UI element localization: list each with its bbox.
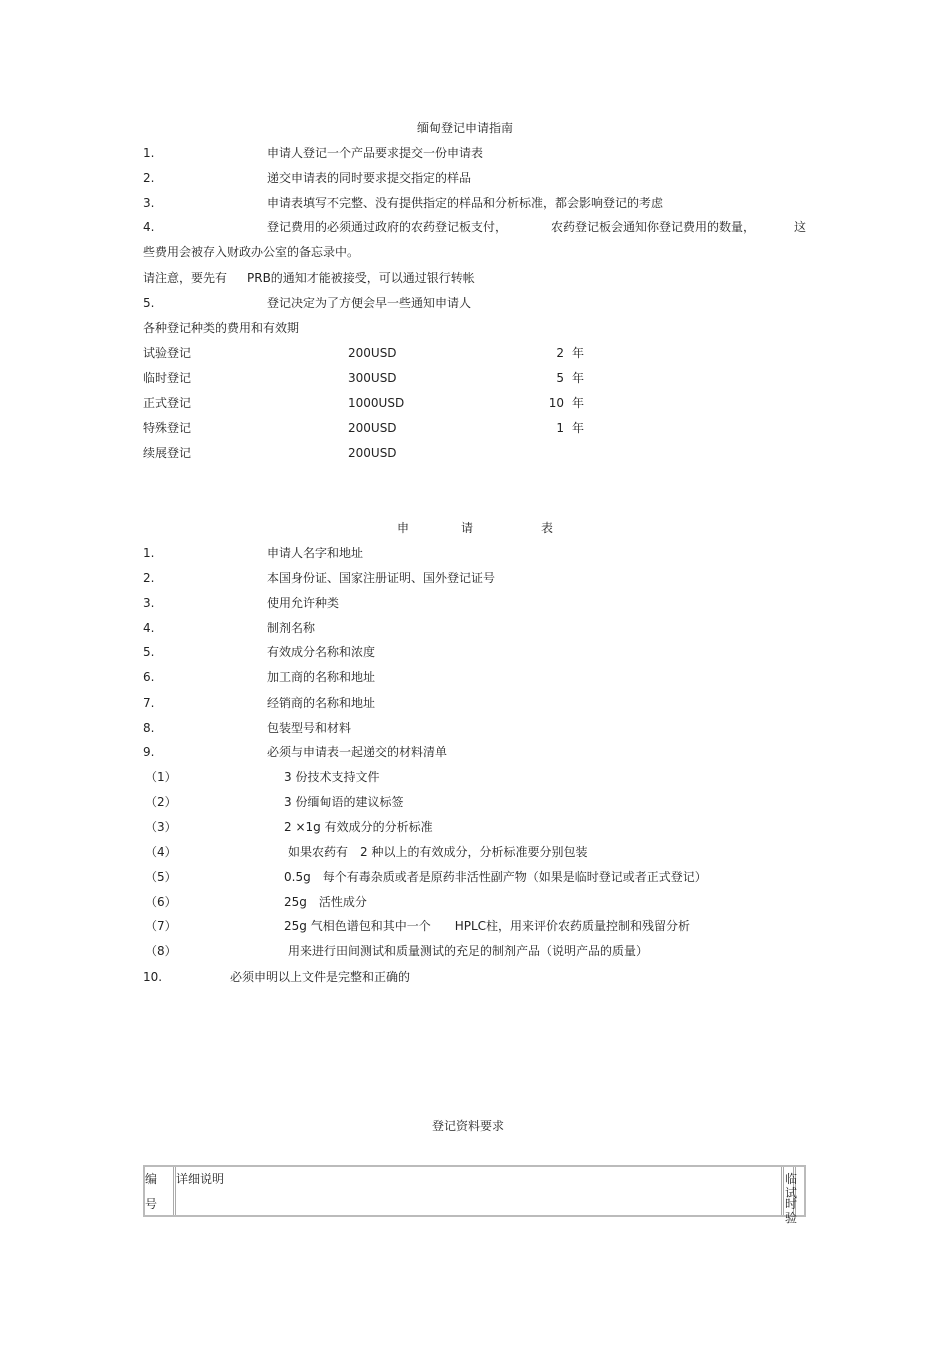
- form-item-text: 必须申明以上文件是完整和正确的: [230, 970, 411, 984]
- form-item-text: 申请人名字和地址: [267, 546, 364, 560]
- form-item-text: 使用允许种类: [267, 596, 340, 610]
- header-number-a: 编: [145, 1172, 158, 1186]
- form-item-num: 1.: [143, 546, 155, 560]
- sub-item-num: （3）: [145, 820, 177, 834]
- guide-item-1-text: 申请人登记一个产品要求提交一份申请表: [267, 146, 484, 160]
- guide-item-3-text: 申请表填写不完整、没有提供指定的样品和分析标准，都会影响登记的考虑: [267, 196, 664, 210]
- guide-title: 缅甸登记申请指南: [417, 121, 514, 135]
- sub-item-text: 3 份缅甸语的建议标签: [284, 795, 404, 809]
- form-item-text: 加工商的名称和地址: [267, 670, 376, 684]
- fee-amount: 200USD: [348, 346, 397, 360]
- fee-years: 1: [556, 421, 564, 435]
- fee-amount: 200USD: [348, 421, 397, 435]
- guide-item-1-num: 1.: [143, 146, 155, 160]
- sub-item-num: （5）: [145, 870, 177, 884]
- sub-item-num: （1）: [145, 770, 177, 784]
- form-item-num: 10.: [143, 970, 163, 984]
- column-divider: [781, 1167, 784, 1215]
- sub-item-text: 用来进行田间测试和质量测试的充足的制剂产品（说明产品的质量）: [288, 944, 649, 958]
- fee-years: 5: [556, 371, 564, 385]
- form-item-text: 有效成分名称和浓度: [267, 645, 376, 659]
- sub-item-num: （6）: [145, 895, 177, 909]
- form-item-num: 5.: [143, 645, 155, 659]
- fee-type: 试验登记: [143, 346, 192, 360]
- fee-amount: 300USD: [348, 371, 397, 385]
- guide-item-4-num: 4.: [143, 220, 155, 234]
- fee-amount: 1000USD: [348, 396, 405, 410]
- form-item-num: 8.: [143, 721, 155, 735]
- header-number-b: 号: [145, 1197, 158, 1211]
- guide-item-5-text: 登记决定为了方便会早一些通知申请人: [267, 296, 472, 310]
- form-item-num: 3.: [143, 596, 155, 610]
- form-item-num: 7.: [143, 696, 155, 710]
- fee-type: 续展登记: [143, 446, 192, 460]
- fee-type: 临时登记: [143, 371, 192, 385]
- guide-item-2-num: 2.: [143, 171, 155, 185]
- requirements-table: [143, 1165, 806, 1225]
- guide-item-2-text: 递交申请表的同时要求提交指定的样品: [267, 171, 472, 185]
- sub-item-num: （8）: [145, 944, 177, 958]
- sub-item-text: 3 份技术支持文件: [284, 770, 380, 784]
- form-item-num: 2.: [143, 571, 155, 585]
- form-item-text: 包装型号和材料: [267, 721, 352, 735]
- sub-item-text: 如果农药有 2 种以上的有效成分，分析标准要分别包装: [288, 845, 588, 859]
- form-item-text: 必须与申请表一起递交的材料清单: [267, 745, 448, 759]
- header-trial-b: 时验: [785, 1197, 798, 1225]
- guide-note-a: 请注意，要先有: [143, 271, 228, 285]
- guide-item-4-text-b: 农药登记板会通知你登记费用的数量，: [551, 220, 756, 234]
- fee-year-unit: 年: [572, 371, 585, 385]
- form-title-char: 申: [397, 521, 410, 535]
- requirements-title: 登记资料要求: [432, 1119, 505, 1133]
- form-title-char: 请: [461, 521, 474, 535]
- guide-item-4-continuation: 些费用会被存入财政办公室的备忘录中。: [143, 245, 360, 259]
- fee-year-unit: 年: [572, 346, 585, 360]
- fee-type: 正式登记: [143, 396, 192, 410]
- form-item-text: 本国身份证、国家注册证明、国外登记证号: [267, 571, 496, 585]
- fee-years: 10: [548, 396, 564, 410]
- fee-amount: 200USD: [348, 446, 397, 460]
- sub-item-text: 0.5g 每个有毒杂质或者是原药非活性副产物（如果是临时登记或者正式登记）: [284, 870, 707, 884]
- fee-year-unit: 年: [572, 396, 585, 410]
- fees-heading: 各种登记种类的费用和有效期: [143, 321, 300, 335]
- guide-item-4-text-a: 登记费用的必须通过政府的农药登记板支付，: [267, 220, 508, 234]
- form-item-num: 6.: [143, 670, 155, 684]
- form-title-char: 表: [541, 521, 554, 535]
- fee-type: 特殊登记: [143, 421, 192, 435]
- header-detail: 详细说明: [176, 1172, 225, 1186]
- sub-item-text: 25g 活性成分: [284, 895, 367, 909]
- form-item-text: 经销商的名称和地址: [267, 696, 376, 710]
- guide-item-4-text-c: 这: [794, 220, 807, 234]
- guide-item-5-num: 5.: [143, 296, 155, 310]
- form-item-text: 制剂名称: [267, 621, 316, 635]
- header-trial-a: 临试: [785, 1172, 798, 1200]
- sub-item-text: 25g 气相色谱包和其中一个 HPLC柱，用来评价农药质量控制和残留分析: [284, 919, 691, 933]
- guide-item-3-num: 3.: [143, 196, 155, 210]
- fee-years: 2: [556, 346, 564, 360]
- sub-item-num: （4）: [145, 845, 177, 859]
- sub-item-num: （2）: [145, 795, 177, 809]
- fee-year-unit: 年: [572, 421, 585, 435]
- sub-item-text: 2 ×1g 有效成分的分析标准: [284, 820, 433, 834]
- sub-item-num: （7）: [145, 919, 177, 933]
- form-item-num: 4.: [143, 621, 155, 635]
- guide-note-b: PRB的通知才能被接受，可以通过银行转帐: [247, 271, 475, 285]
- form-item-num: 9.: [143, 745, 155, 759]
